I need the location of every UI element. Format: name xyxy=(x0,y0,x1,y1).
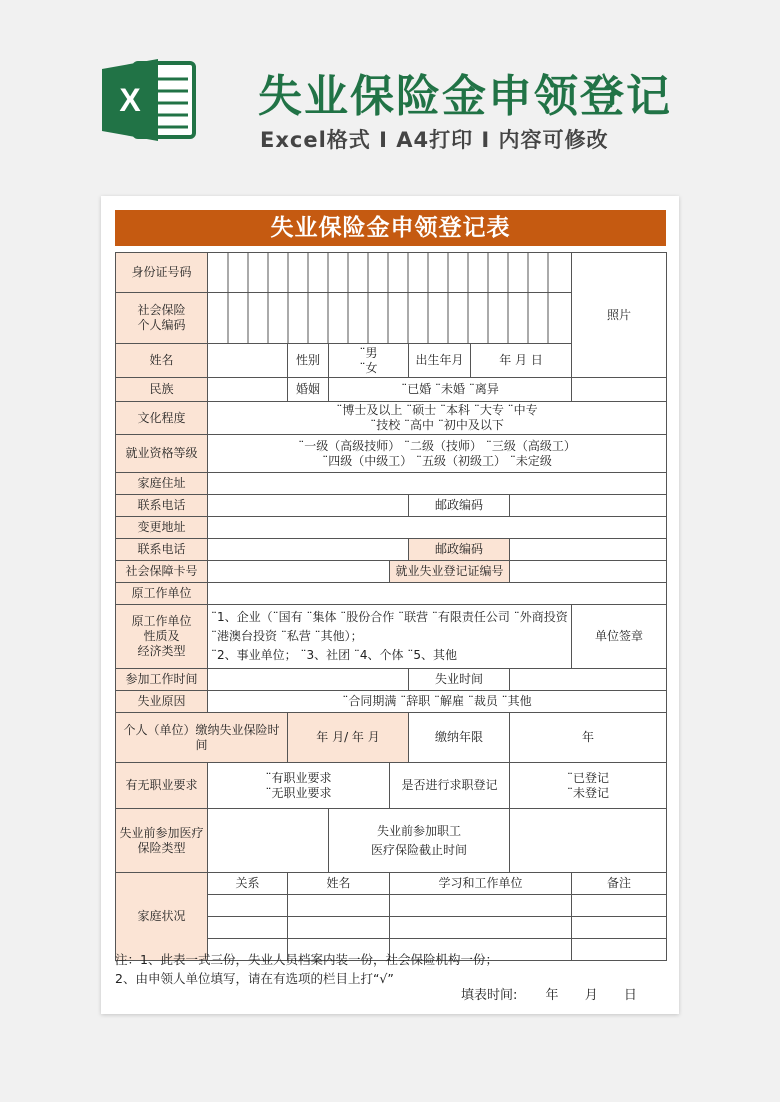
address-label: 家庭住址 xyxy=(116,473,208,495)
table-row xyxy=(116,873,667,895)
page-subtitle: Excel格式 I A4打印 I 内容可修改 xyxy=(260,128,609,152)
table-row xyxy=(116,517,667,539)
table-row xyxy=(116,495,667,517)
table-row xyxy=(116,539,667,561)
birth-label: 出生年月 xyxy=(409,344,471,378)
empty-cell xyxy=(572,378,667,402)
unemployed-time-field[interactable] xyxy=(510,669,667,691)
qualification-options[interactable]: ¨一级（高级技师） ¨二级（技师） ¨三级（高级工） ¨四级（中级工） ¨五级（初级工） ¨未定级 xyxy=(208,435,667,473)
social-code-label: 社会保险 个人编码 xyxy=(116,293,208,344)
fill-month: 月 xyxy=(584,988,598,1003)
employment-cert-label: 就业失业登记证编号 xyxy=(390,561,510,583)
family-header: 关系 xyxy=(208,873,288,895)
marriage-label: 婚姻 xyxy=(288,378,329,402)
fill-date xyxy=(461,984,637,1003)
table-row xyxy=(116,605,667,669)
work-start-label: 参加工作时间 xyxy=(116,669,208,691)
table-row xyxy=(116,402,667,435)
family-cell[interactable] xyxy=(288,917,390,939)
job-req-options[interactable]: ¨有职业要求 ¨无职业要求 xyxy=(208,763,390,809)
gender-label: 性别 xyxy=(288,344,329,378)
form-paper xyxy=(101,196,679,1014)
postcode2-field[interactable] xyxy=(510,539,667,561)
family-header: 姓名 xyxy=(288,873,390,895)
table-row xyxy=(116,473,667,495)
education-options[interactable]: ¨博士及以上 ¨硕士 ¨本科 ¨大专 ¨中专 ¨技校 ¨高中 ¨初中及以下 xyxy=(208,402,667,435)
phone-field[interactable] xyxy=(208,495,409,517)
family-cell[interactable] xyxy=(208,917,288,939)
note-line: 注：1、此表一式三份，失业人员档案内装一份，社会保险机构一份； xyxy=(115,952,498,967)
id-number-label: 身份证号码 xyxy=(116,253,208,293)
medical-end-field[interactable] xyxy=(510,809,667,873)
name-field[interactable] xyxy=(208,344,288,378)
former-employer-label: 原工作单位 xyxy=(116,583,208,605)
photo-cell[interactable]: 照片 xyxy=(572,253,667,378)
svg-text:X: X xyxy=(119,82,141,118)
changed-address-field[interactable] xyxy=(208,517,667,539)
seal-cell[interactable]: 单位签章 xyxy=(572,605,667,669)
social-code-boxes[interactable] xyxy=(208,293,572,344)
table-row xyxy=(116,435,667,473)
form-notes xyxy=(115,950,666,988)
ss-card-field[interactable] xyxy=(208,561,390,583)
work-start-field[interactable] xyxy=(208,669,409,691)
medical-end-label: 失业前参加职工 医疗保险截止时间 xyxy=(329,809,510,873)
contrib-label: 个人（单位）缴纳失业保险时间 xyxy=(116,713,288,763)
table-row xyxy=(116,253,667,293)
family-header: 备注 xyxy=(572,873,667,895)
ethnicity-field[interactable] xyxy=(208,378,288,402)
fill-date-label: 填表时间: xyxy=(461,988,518,1003)
unemployed-time-label: 失业时间 xyxy=(409,669,510,691)
family-cell[interactable] xyxy=(390,895,572,917)
medical-type-field[interactable] xyxy=(208,809,329,873)
table-row xyxy=(116,713,667,763)
table-row xyxy=(116,669,667,691)
table-row xyxy=(116,583,667,605)
job-reg-options[interactable]: ¨已登记 ¨未登记 xyxy=(510,763,667,809)
page-title: 失业保险金申领登记 xyxy=(258,71,672,122)
qualification-label: 就业资格等级 xyxy=(116,435,208,473)
birth-field[interactable]: 年 月 日 xyxy=(471,344,572,378)
fill-day: 日 xyxy=(623,988,637,1003)
postcode-label: 邮政编码 xyxy=(409,495,510,517)
id-number-boxes[interactable] xyxy=(208,253,572,293)
marriage-options[interactable]: ¨已婚 ¨未婚 ¨离异 xyxy=(329,378,572,402)
fill-year: 年 xyxy=(545,988,559,1003)
gender-options[interactable]: ¨男 ¨女 xyxy=(329,344,409,378)
ethnicity-label: 民族 xyxy=(116,378,208,402)
family-cell[interactable] xyxy=(572,917,667,939)
form-title: 失业保险金申领登记表 xyxy=(115,210,666,246)
excel-logo-icon xyxy=(100,55,198,145)
family-cell[interactable] xyxy=(288,895,390,917)
contrib-years-label: 缴纳年限 xyxy=(409,713,510,763)
note-line: 2、由申领人单位填写，请在有选项的栏目上打“√” xyxy=(115,971,394,986)
table-row xyxy=(116,763,667,809)
application-form-table xyxy=(115,252,667,961)
reason-label: 失业原因 xyxy=(116,691,208,713)
job-reg-label: 是否进行求职登记 xyxy=(390,763,510,809)
changed-address-label: 变更地址 xyxy=(116,517,208,539)
table-row xyxy=(116,809,667,873)
postcode2-label: 邮政编码 xyxy=(409,539,510,561)
contrib-years-field[interactable]: 年 xyxy=(510,713,667,763)
reason-options[interactable]: ¨合同期满 ¨辞职 ¨解雇 ¨裁员 ¨其他 xyxy=(208,691,667,713)
family-header: 学习和工作单位 xyxy=(390,873,572,895)
education-label: 文化程度 xyxy=(116,402,208,435)
phone2-field[interactable] xyxy=(208,539,409,561)
address-field[interactable] xyxy=(208,473,667,495)
employer-type-options[interactable]: ¨1、企业（¨国有 ¨集体 ¨股份合作 ¨联营 ¨有限责任公司 ¨外商投资 ¨港澳台投资 ¨私营 ¨其他）； ¨2、事业单位； ¨3、社团 ¨4、个体 ¨5、其他 xyxy=(208,605,572,669)
table-row xyxy=(116,561,667,583)
phone-label: 联系电话 xyxy=(116,495,208,517)
job-req-label: 有无职业要求 xyxy=(116,763,208,809)
medical-type-label: 失业前参加医疗 保险类型 xyxy=(116,809,208,873)
table-row xyxy=(116,378,667,402)
table-row xyxy=(116,691,667,713)
employment-cert-field[interactable] xyxy=(510,561,667,583)
postcode-field[interactable] xyxy=(510,495,667,517)
family-cell[interactable] xyxy=(572,895,667,917)
name-label: 姓名 xyxy=(116,344,208,378)
family-cell[interactable] xyxy=(390,917,572,939)
employer-type-label: 原工作单位 性质及 经济类型 xyxy=(116,605,208,669)
family-label: 家庭状况 xyxy=(116,873,208,961)
phone2-label: 联系电话 xyxy=(116,539,208,561)
contrib-field[interactable]: 年 月/ 年 月 xyxy=(288,713,409,763)
ss-card-label: 社会保障卡号 xyxy=(116,561,208,583)
former-employer-field[interactable] xyxy=(208,583,667,605)
family-cell[interactable] xyxy=(208,895,288,917)
